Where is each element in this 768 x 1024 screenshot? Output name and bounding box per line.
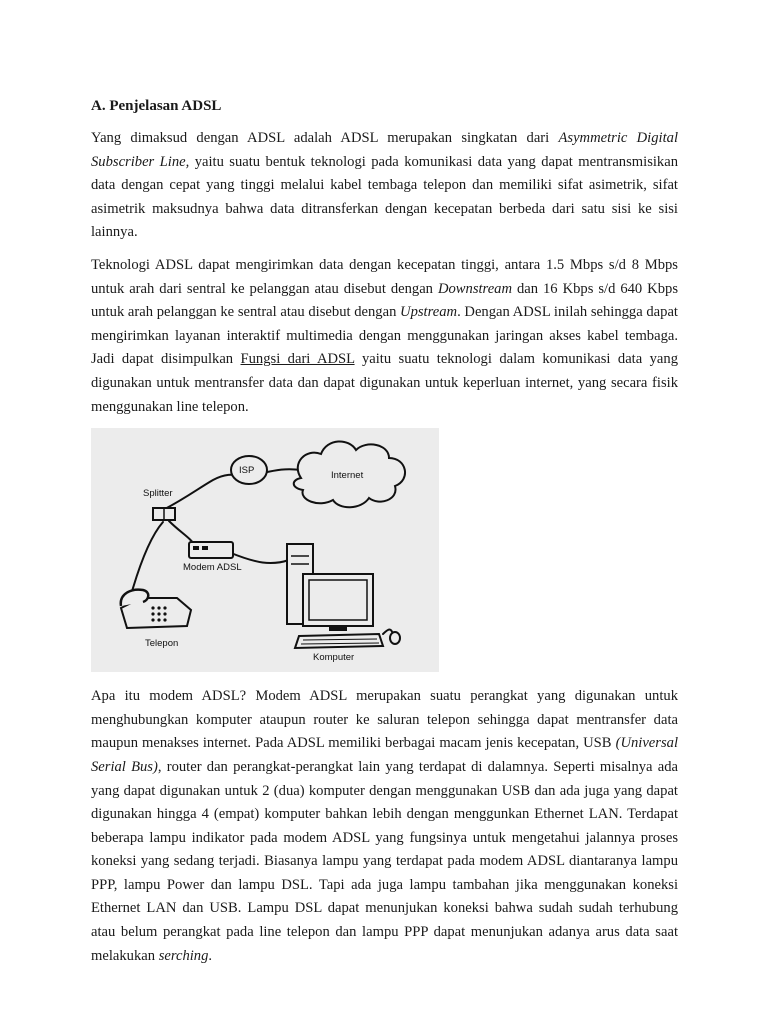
para2-text-3: . Dengan ADSL inilah sehingga dapat mengirimkan layanan interaktif multimedia dengan menggunakan jaringan akses kabel tembaga. Jadi dapat disimpulkan <box>91 304 678 368</box>
para2-text-1: Teknologi ADSL dapat mengirimkan data dengan kecepatan tinggi, antara 1.5 Mbps s/d 8 Mbps untuk arah dari sentral ke pelanggan atau disebut dengan <box>91 256 678 297</box>
diagram-drawing <box>91 428 439 672</box>
cable-isp-internet <box>263 469 301 473</box>
section-heading: A. Penjelasan ADSL <box>91 98 222 114</box>
paragraph-2 <box>91 254 678 419</box>
para2-italic-downstream: Downstream <box>437 280 513 297</box>
paragraph-1 <box>91 127 678 245</box>
para1-text-2: yaitu suatu bentuk teknologi pada komunikasi data yang dapat mentransmisikan data dengan cepat yang tinggi melalui kabel tembaga telepon dan memiliki sifat asimetrik, sifat asimetrik maksudnya bahwa data ditransferkan dengan kecepatan berbeda dari satu sisi ke sisi lainnya. <box>91 153 678 241</box>
para3-italic-serching: serching <box>158 947 209 964</box>
fungsi-adsl-link[interactable]: Fungsi dari ADSL <box>240 351 355 368</box>
para3-italic-usb: (Universal Serial Bus) <box>91 735 678 775</box>
document-body <box>91 96 678 968</box>
para2-text-2: dan 16 Kbps s/d 640 Kbps untuk arah pelanggan ke sentral atau disebut dengan <box>91 280 678 321</box>
mouse-icon <box>390 632 400 644</box>
para1-text-1: Yang dimaksud dengan ADSL adalah ADSL merupakan singkatan dari <box>91 130 559 146</box>
para2-text-4: yaitu suatu teknologi dalam komunikasi data yang digunakan untuk mentransfer data dan dapat digunakan untuk keperluan internet, yang secara fisik menggunakan line telepon. <box>91 351 678 415</box>
cable-splitter-isp <box>163 475 234 510</box>
para1-italic-term: Asymmetric Digital Subscriber Line, <box>91 130 678 170</box>
komputer-label: Komputer <box>313 652 355 664</box>
modem-label: Modem ADSL <box>183 562 242 574</box>
telepon-label: Telepon <box>145 638 179 650</box>
para3-text-3: . <box>208 947 213 964</box>
paragraph-3 <box>91 685 678 968</box>
adsl-network-diagram <box>91 428 439 672</box>
para3-text-2: , router dan perangkat-perangkat lain yang terdapat di dalamnya. Seperti misalnya ada yang dapat digunakan untuk 2 (dua) komputer dengan menggunakan USB dan ada juga yang dapat digunakan hingga 4 (empat) komputer bahkan lebih dengan menggunkan Ethernet LAN. Terdapat beberapa lampu indikator pada modem ADSL yang fungsinya untuk mengetahui jalannya proses koneksi yang sedang terjadi. Biasanya lampu yang terdapat pada modem ADSL diantaranya lampu PPP, lampu Power dan lampu DSL. Tapi ada juga lampu tambahan jika menggunakan koneksi Ethernet LAN dan USB. Lampu DSL dapat menunjukan koneksi bahwa sudah sudah terhubung atau belum perangkat pada line telepon dan lampu PPP dapat menunjukan adanya arus data saat melakukan <box>91 758 678 964</box>
internet-label: Internet <box>331 470 364 482</box>
para2-italic-upstream: Upstream <box>400 304 458 321</box>
isp-label: ISP <box>239 465 255 477</box>
para3-text-1: Apa itu modem ADSL? Modem ADSL merupakan suatu perangkat yang digunakan untuk menghubungkan komputer ataupun router ke saluran telepon sehingga dapat mentransfer data maupun menakses internet. Pada ADSL memiliki berbagai macam jenis kecepatan, USB <box>91 688 678 752</box>
splitter-label: Splitter <box>143 488 173 500</box>
keyboard-icon <box>295 634 383 648</box>
